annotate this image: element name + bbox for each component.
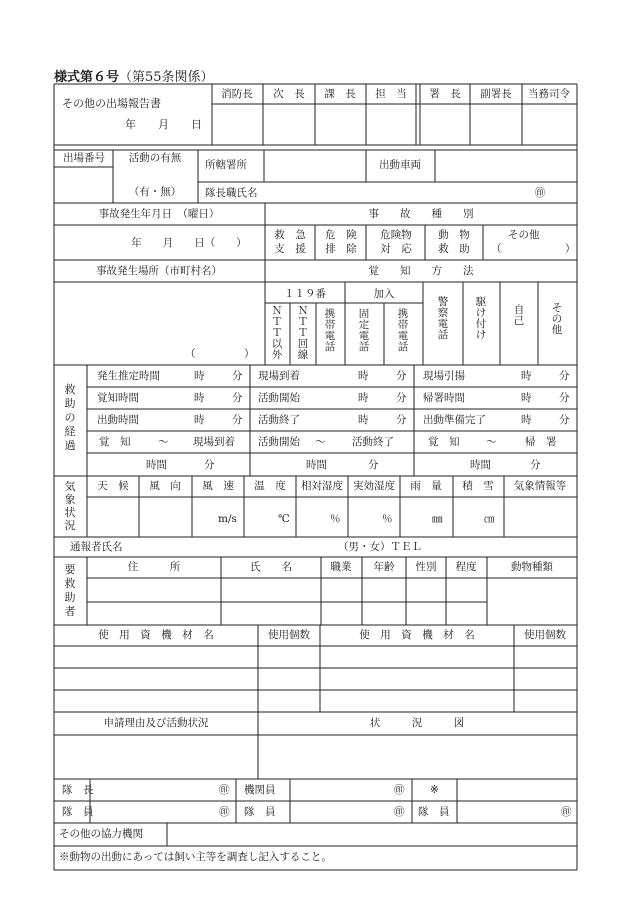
duration-2-to: 活動終了 [352, 436, 394, 448]
minute-label: 分 [559, 370, 570, 382]
rescue-progress-label: 救助の経過 [64, 383, 76, 452]
rescued-header-severity: 程度 [455, 561, 477, 573]
call-119-label: １１９番 [284, 288, 326, 300]
weather-header-snowfall: 積 雪 [462, 480, 494, 492]
cooperating-agencies-label: その他の協力機関 [59, 828, 143, 840]
seal-mark: ㊞ [219, 806, 230, 818]
hour-label: 時 [358, 392, 369, 404]
report-date: 年 月 日 [125, 118, 202, 131]
incident-place-label: 事故発生場所（市町村名） [96, 265, 222, 277]
type-other-paren-close: ） [565, 243, 576, 255]
reporter-gender-tel: （男・女）ＴＥＬ [338, 541, 422, 553]
minute-label: 分 [396, 414, 407, 426]
rescue-label-dispatch: 出動時間 [97, 414, 139, 426]
type-hazmat-line1: 危険物 [380, 229, 412, 241]
approval-deputy-station-chief: 副署長 [480, 88, 512, 100]
call-join-label: 加入 [373, 288, 395, 300]
approval-duty-commander: 当務司令 [528, 88, 570, 100]
detect-mobile-2: 携帯電話 [397, 308, 409, 353]
duration-minutes-label: 分 [530, 459, 541, 471]
type-other-paren-open: （ [491, 243, 502, 255]
approval-fire-chief: 消防長 [221, 88, 253, 100]
seal-mark: ㊞ [219, 784, 230, 796]
type-hazard-line1: 危 険 [325, 229, 357, 241]
rescue-label-estimated: 発生推定時間 [97, 370, 160, 382]
hour-label: 時 [521, 414, 532, 426]
minute-label: 分 [559, 392, 570, 404]
hour-label: 時 [358, 414, 369, 426]
rescue-label-return: 帰署時間 [423, 392, 465, 404]
note-mark: ※ [430, 784, 439, 796]
rescue-label-end: 活動終了 [258, 414, 300, 426]
unit-temperature: ℃ [278, 513, 290, 525]
rescued-persons-label: 要救助者 [64, 563, 76, 618]
situation-diagram-label: 状 況 図 [369, 717, 465, 729]
incident-datetime-label: 事故発生年月日 （曜日） [98, 208, 220, 220]
place-paren-close: ） [244, 348, 255, 360]
rescued-header-name: 氏 名 [250, 561, 292, 573]
weather-header-effective-humidity: 実効湿度 [353, 480, 395, 492]
weather-header-condition: 天 候 [97, 480, 129, 492]
detect-self: 自己 [513, 304, 525, 327]
rescue-label-withdraw: 現場引揚 [423, 370, 465, 382]
rescue-label-start: 活動開始 [258, 392, 300, 404]
duration-hours-label: 時間 [306, 459, 327, 471]
hour-label: 時 [521, 370, 532, 382]
rescued-header-animal-type: 動物種類 [511, 561, 553, 573]
minute-label: 分 [396, 392, 407, 404]
equipment-name-header: 使 用 資 機 材 名 [98, 629, 214, 641]
minute-label: 分 [232, 370, 243, 382]
minute-label: 分 [232, 414, 243, 426]
approval-section-chief: 課 長 [324, 88, 356, 100]
type-animal-line2: 救 助 [438, 243, 470, 255]
duration-1-wave: ～ [158, 436, 169, 448]
duration-1-from: 覚 知 [99, 436, 131, 448]
place-paren-open: （ [185, 348, 196, 360]
rescued-header-sex: 性別 [415, 561, 437, 573]
duration-3-wave: ～ [486, 436, 497, 448]
hour-label: 時 [194, 392, 205, 404]
weather-header-wind-speed: 風 速 [202, 480, 234, 492]
unit-rainfall: ㎜ [432, 513, 443, 525]
weather-header-wind-direction: 風 向 [149, 480, 181, 492]
engineer-sign-label: 機関員 [244, 784, 276, 796]
member-sign-label: 隊 員 [62, 806, 94, 818]
activity-options: （有・無） [128, 186, 182, 198]
unit-snowfall: ㎝ [484, 513, 495, 525]
rescue-label-ready: 出動準備完了 [423, 414, 486, 426]
station-label: 所轄署所 [205, 159, 247, 171]
reporter-name-label: 通報者氏名 [70, 541, 123, 553]
member-sign-label: 隊 員 [244, 806, 276, 818]
minute-label: 分 [232, 392, 243, 404]
rescued-header-age: 年齢 [373, 561, 395, 573]
duration-2-wave: ～ [315, 436, 326, 448]
approval-station-chief: 署 長 [429, 88, 461, 100]
type-ems-line1: 救 急 [274, 229, 306, 241]
type-hazmat-line2: 対 応 [380, 243, 412, 255]
duration-3-to: 帰 署 [525, 436, 557, 448]
duration-hours-label: 時間 [470, 459, 491, 471]
detect-police-phone: 警察電話 [437, 296, 449, 341]
detection-method-label: 覚 知 方 法 [368, 265, 474, 277]
form-number: 様式第６号 [54, 70, 120, 85]
minute-label: 分 [396, 370, 407, 382]
duration-3-from: 覚 知 [428, 436, 460, 448]
weather-header-temperature: 温 度 [254, 480, 286, 492]
unit-relative-humidity: ％ [330, 513, 341, 525]
vehicle-label: 出動車両 [379, 159, 421, 171]
incident-datetime-value: 年 月 日（ ） [131, 237, 247, 249]
approval-in-charge: 担 当 [375, 88, 407, 100]
minute-label: 分 [559, 414, 570, 426]
type-ems-line2: 支 援 [274, 243, 306, 255]
duration-minutes-label: 分 [368, 459, 379, 471]
seal-mark: ㊞ [394, 806, 405, 818]
duration-hours-label: 時間 [146, 459, 167, 471]
unit-wind-speed: m/s [218, 513, 237, 525]
type-other-label: その他 [508, 229, 540, 241]
captain-sign-label: 隊 長 [62, 784, 94, 796]
weather-header-info: 気象情報等 [513, 480, 567, 492]
weather-header-rainfall: 雨 量 [410, 480, 442, 492]
rescue-label-detection: 覚知時間 [97, 392, 139, 404]
hour-label: 時 [194, 370, 205, 382]
equipment-count-header: 使用個数 [524, 629, 566, 641]
form-reference: （第55条関係） [119, 70, 214, 85]
duration-minutes-label: 分 [204, 459, 215, 471]
detect-mobile-1: 携帯電話 [324, 308, 336, 353]
seal-mark: ㊞ [561, 806, 572, 818]
equipment-count-header: 使用個数 [268, 629, 310, 641]
hour-label: 時 [521, 392, 532, 404]
weather-header-relative-humidity: 相対湿度 [301, 480, 343, 492]
approval-deputy-chief: 次 長 [273, 88, 305, 100]
report-title: その他の出場報告書 [62, 97, 161, 110]
unit-effective-humidity: ％ [382, 513, 393, 525]
footnote: ※動物の出動にあっては飼い主等を調査し記入すること。 [59, 851, 332, 863]
activity-label: 活動の有無 [128, 152, 182, 164]
weather-label: 気象状況 [64, 480, 76, 532]
type-hazard-line2: 排 除 [325, 243, 357, 255]
rescued-header-address: 住 所 [127, 561, 181, 573]
dispatch-number-label: 出場番号 [63, 152, 105, 164]
type-animal-line1: 動 物 [438, 229, 470, 241]
member-sign-label: 隊 員 [418, 806, 450, 818]
rescued-header-occupation: 職業 [330, 561, 352, 573]
detect-rush-in: 駆け付け [475, 296, 487, 341]
captain-label: 隊長職氏名 [205, 187, 258, 199]
detect-non-ntt: ＮＴＴ以外 [271, 305, 283, 361]
hour-label: 時 [194, 414, 205, 426]
duration-1-to: 現場到着 [193, 436, 235, 448]
reason-activity-label: 申請理由及び活動状況 [103, 717, 209, 729]
rescue-label-arrival: 現場到着 [258, 370, 300, 382]
detect-ntt-line: ＮＴＴ回線 [297, 305, 309, 361]
hour-label: 時 [358, 370, 369, 382]
detect-landline: 固定電話 [358, 308, 370, 353]
duration-2-from: 活動開始 [258, 436, 300, 448]
incident-type-label: 事 故 種 別 [368, 208, 474, 220]
equipment-name-header: 使 用 資 機 材 名 [359, 629, 475, 641]
detect-other: その他 [551, 302, 563, 336]
seal-mark: ㊞ [534, 187, 546, 199]
seal-mark: ㊞ [394, 784, 405, 796]
